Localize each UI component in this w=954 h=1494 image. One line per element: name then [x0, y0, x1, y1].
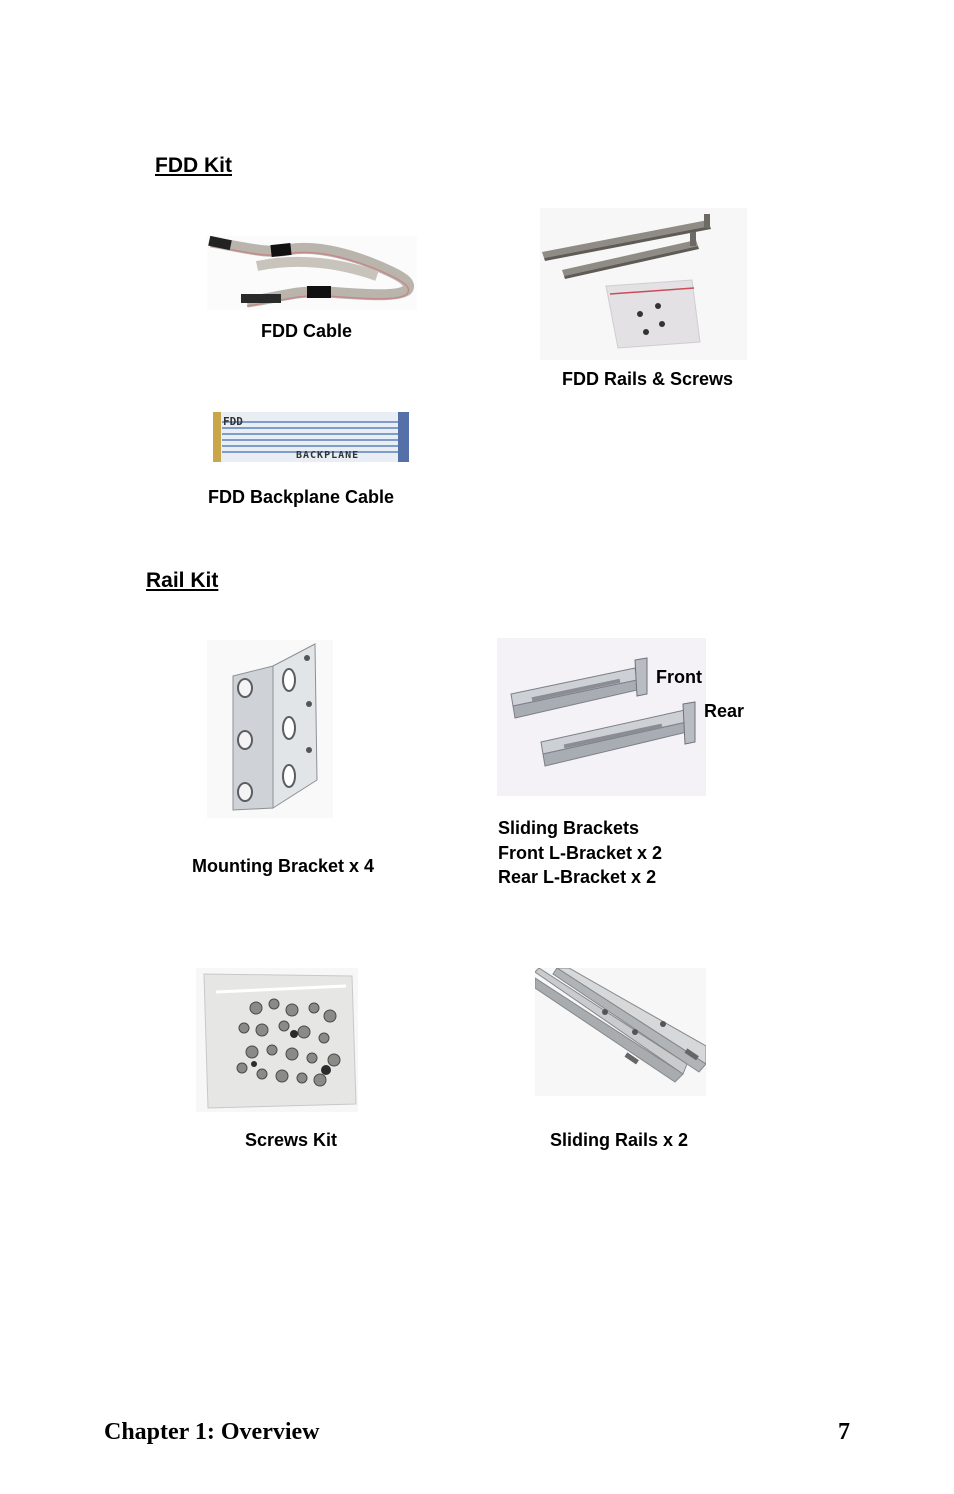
sliding-brackets-line: Sliding Brackets: [498, 818, 640, 838]
fdd-rails-screws-photo: [540, 208, 747, 360]
fdd-backplane-cable-caption: FDD Backplane Cable: [208, 487, 395, 507]
screws-kit-caption: Screws Kit: [245, 1130, 338, 1150]
rear-callout: Rear: [704, 701, 745, 721]
page-number: 7: [838, 1419, 850, 1445]
sliding-brackets-caption: [498, 816, 662, 890]
fdd-cable-caption: FDD Cable: [261, 321, 353, 341]
fdd-print-label: FDD: [223, 415, 243, 428]
chapter-footer: Chapter 1: Overview: [104, 1419, 320, 1445]
backplane-print-label: BACKPLANE: [296, 450, 360, 461]
sliding-rails-caption: Sliding Rails x 2: [550, 1130, 689, 1150]
front-callout: Front: [656, 667, 702, 687]
fdd-kit-heading: FDD Kit: [155, 154, 232, 177]
fdd-cable-photo: [207, 236, 417, 310]
screws-kit-photo: [196, 968, 358, 1112]
mounting-bracket-photo: [207, 640, 333, 818]
fdd-backplane-cable-photo: [210, 406, 410, 470]
rear-l-bracket-line: Rear L-Bracket x 2: [498, 867, 657, 887]
sliding-rails-photo: [535, 968, 706, 1096]
sliding-brackets-photo: [497, 638, 706, 796]
front-l-bracket-line: Front L-Bracket x 2: [498, 842, 663, 863]
fdd-rails-screws-caption: FDD Rails & Screws: [562, 369, 734, 389]
rail-kit-heading: Rail Kit: [146, 569, 219, 592]
mounting-bracket-caption: Mounting Bracket x 4: [192, 856, 375, 876]
